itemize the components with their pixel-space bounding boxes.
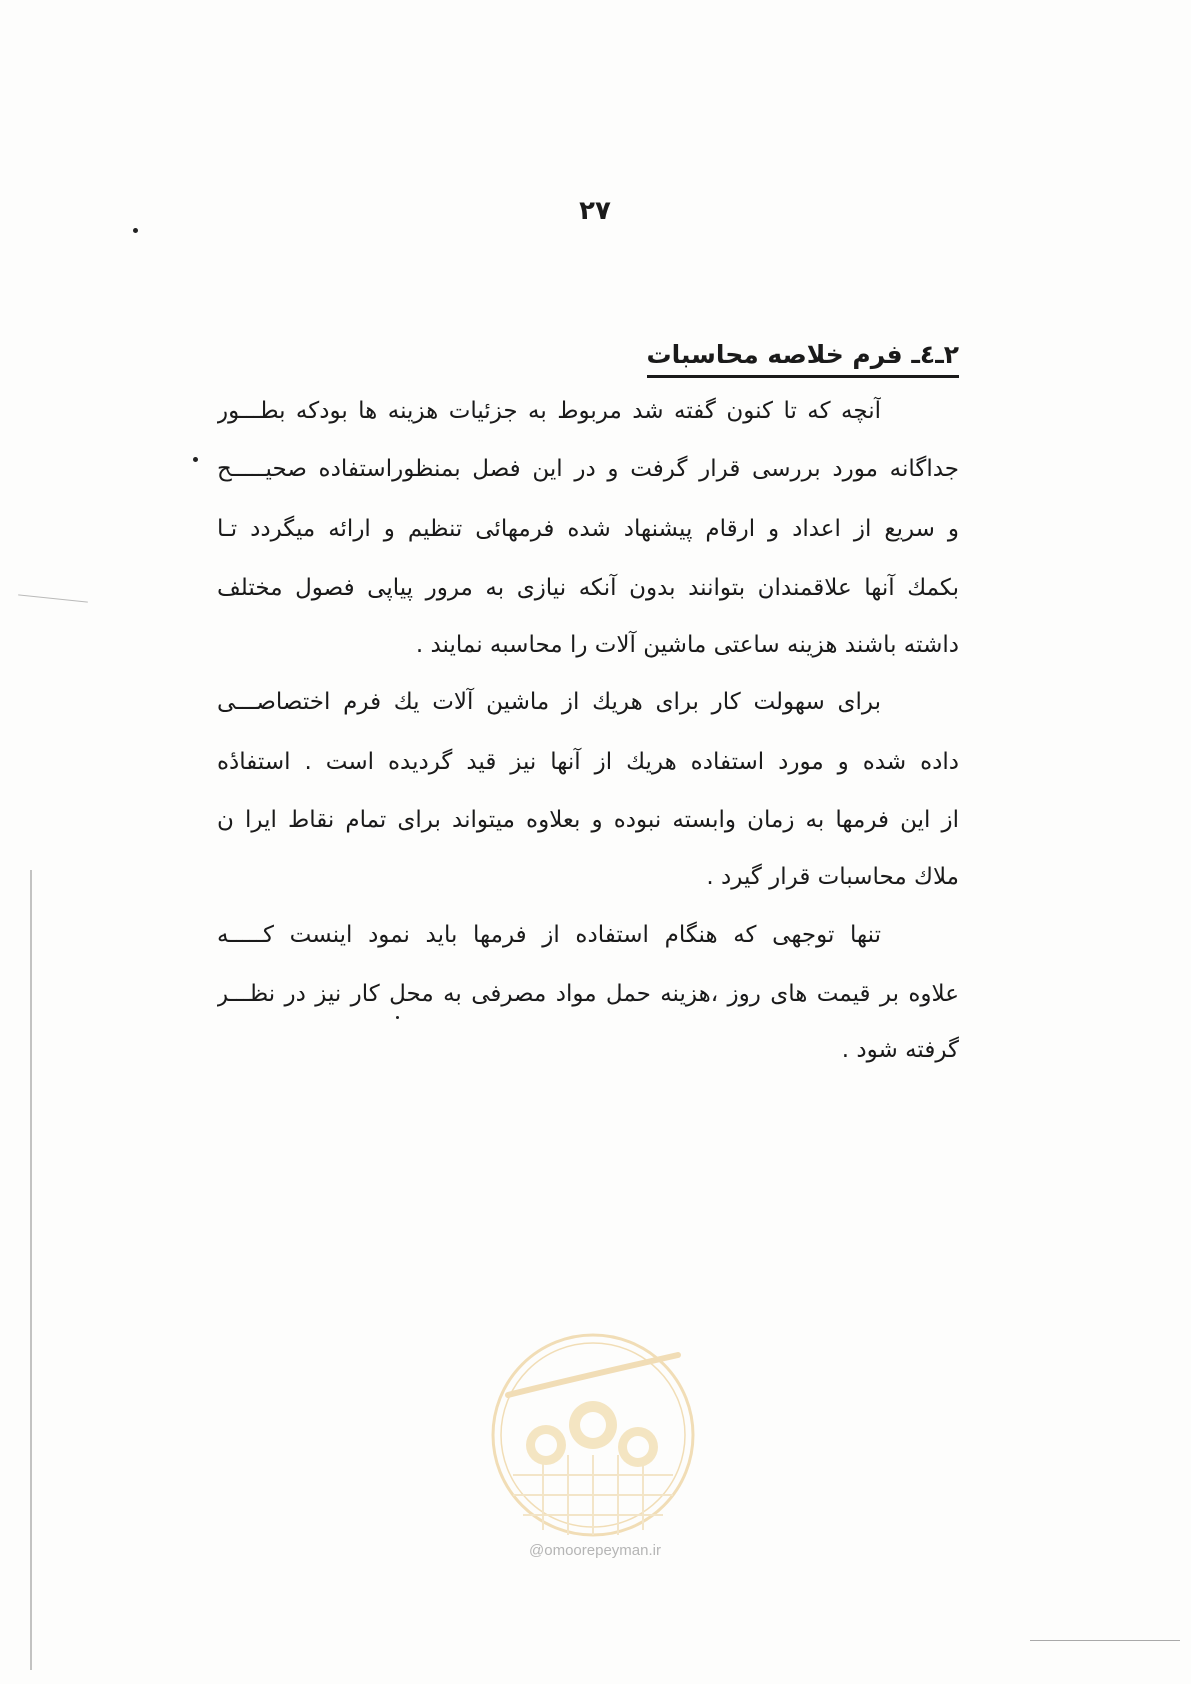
paragraph-3-line-2: علاوه بر قیمت های روز ،هزینه حمل مواد مصرفی به محل کار نیز در نظـــر	[217, 981, 959, 1007]
paragraph-1-line-5: داشته باشند هزینه ساعتی ماشین آلات را محاسبه نمایند .	[415, 632, 959, 658]
scan-speck	[133, 228, 138, 233]
watermark-url: @omoorepeyman.ir	[529, 1542, 661, 1559]
scan-edge-line	[18, 594, 88, 602]
paragraph-2-line-4: ملاك محاسبات قرار گیرد .	[706, 864, 959, 890]
scan-edge-line	[1030, 1640, 1180, 1641]
page-number: ۲۷	[579, 196, 611, 226]
paragraph-1-line-2: جداگانه مورد بررسی قرار گرفت و در این فصل بمنظوراستفاده صحیـــــح	[217, 456, 959, 482]
paragraph-1-line-1: آنچه که تا کنون گفته شد مربوط به جزئیات هزینه ها بودکه بطـــور	[217, 398, 881, 424]
paragraph-2-line-1: برای سهولت کار برای هریك از ماشین آلات یك فرم اختصاصـــی	[217, 689, 881, 715]
watermark-logo	[488, 1325, 698, 1555]
paragraph-1-line-4: بکمك آنها علاقمندان بتوانند بدون آنکه نیازی به مرور پیاپی فصول مختلف	[217, 575, 959, 601]
scan-speck	[396, 1016, 399, 1019]
paragraph-1-line-3: و سریع از اعداد و ارقام پیشنهاد شده فرمهائی تنظیم و ارائه میگردد تـا	[217, 516, 959, 542]
paragraph-3-line-1: تنها توجهی که هنگام استفاده از فرمها باید نمود اینست کـــــه	[217, 922, 881, 948]
section-heading: ۲ـ٤ـ فرم خلاصه محاسبات	[647, 340, 959, 378]
scan-speck	[193, 457, 198, 462]
paragraph-2-line-3: از این فرمها به زمان وابسته نبوده و بعلاوه میتواند برای تمام نقاط ایرا ن	[217, 807, 959, 833]
scan-edge-line	[30, 870, 32, 1670]
paragraph-3-line-3: گرفته شود .	[841, 1037, 959, 1063]
paragraph-2-line-2: داده شده و مورد استفاده هریك از آنها نیز قید گردیده است . استفادٔه	[217, 749, 959, 775]
